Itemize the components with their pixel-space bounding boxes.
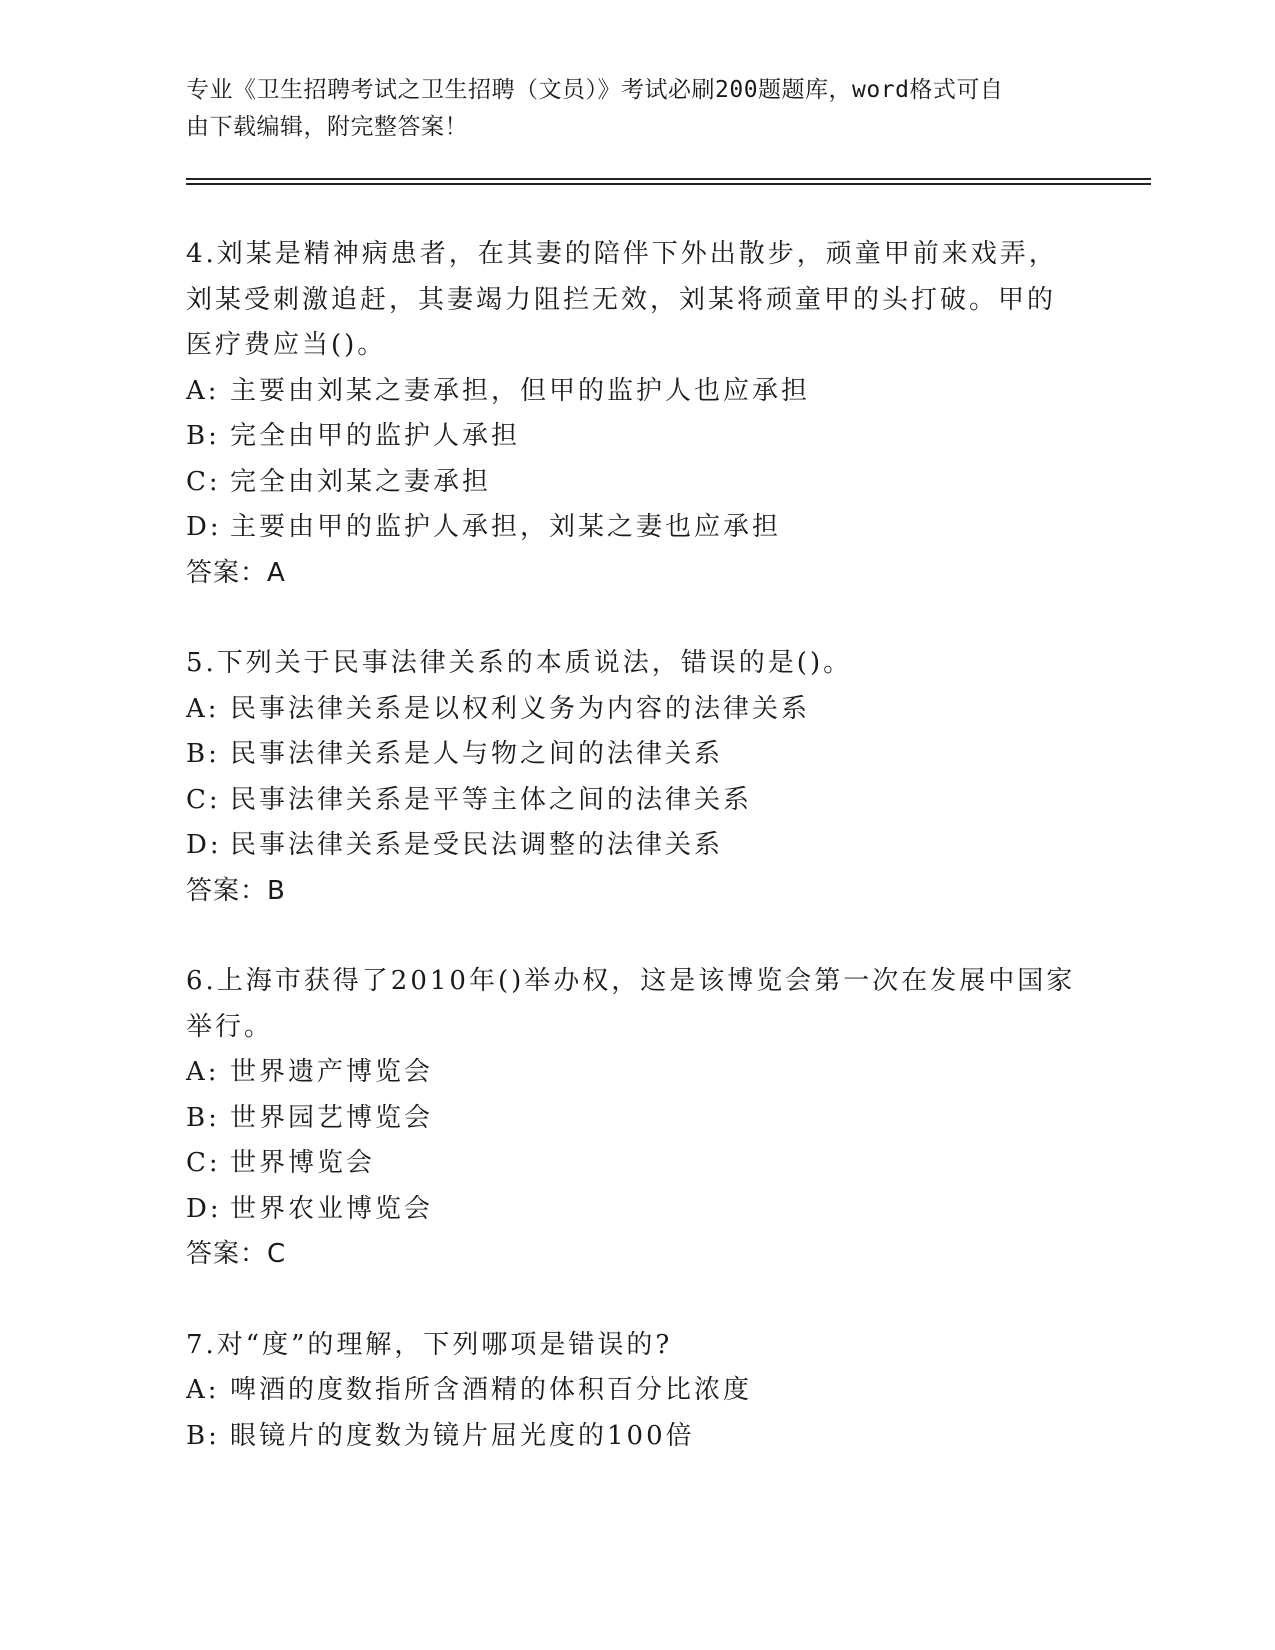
option-row <box>186 1096 1086 1142</box>
option-text: 世界遗产博览会 <box>230 1057 434 1087</box>
header-title-line-1: 专业《卫生招聘考试之卫生招聘（文员）》考试必刷200题题库，word格式可自 <box>186 77 1004 103</box>
option-letter: A: <box>186 1057 220 1087</box>
option-text: 世界农业博览会 <box>230 1193 434 1224</box>
option-row <box>186 1050 1086 1096</box>
header-title-line-2: 由下载编辑，附完整答案！ <box>186 114 468 140</box>
option-text: 啤酒的度数指所含酒精的体积百分比浓度 <box>230 1375 753 1405</box>
option-row <box>186 460 1086 506</box>
option-text: 完全由刘某之妻承担 <box>230 466 492 497</box>
option-row <box>186 1368 1086 1414</box>
header-divider-top <box>186 178 1151 180</box>
option-row <box>186 687 1086 733</box>
option-letter: C: <box>186 784 221 815</box>
question-block <box>186 1323 1086 1460</box>
header-divider-bottom <box>186 183 1151 185</box>
document-header <box>186 72 1066 146</box>
option-text: 完全由甲的监护人承担 <box>230 421 521 451</box>
option-text: 主要由刘某之妻承担，但甲的监护人也应承担 <box>230 375 811 406</box>
question-text-line: 7.对“度”的理解，下列哪项是错误的? <box>186 1329 673 1360</box>
option-text: 民事法律关系是人与物之间的法律关系 <box>230 739 724 769</box>
question-block <box>186 232 1086 596</box>
option-letter: D: <box>186 1193 222 1224</box>
question-text-line: 举行。 <box>186 1011 274 1042</box>
option-text: 世界博览会 <box>230 1148 376 1178</box>
option-letter: B: <box>186 1102 220 1133</box>
option-row <box>186 778 1086 824</box>
option-row <box>186 732 1086 778</box>
answer-line: 答案：C <box>186 1239 287 1269</box>
option-row <box>186 505 1086 551</box>
option-letter: A: <box>186 693 220 724</box>
question-block <box>186 959 1086 1278</box>
question-text-line: 医疗费应当()。 <box>186 330 387 360</box>
option-letter: A: <box>186 1375 220 1405</box>
answer-line: 答案：B <box>186 875 286 906</box>
question-text-line: 刘某受刺激追赶，其妻竭力阻拦无效，刘某将顽童甲的头打破。甲的 <box>186 284 1057 315</box>
option-row <box>186 369 1086 415</box>
option-row <box>186 1187 1086 1233</box>
option-row <box>186 414 1086 460</box>
question-text-line: 5.下列关于民事法律关系的本质说法，错误的是()。 <box>186 648 853 678</box>
option-text: 世界园艺博览会 <box>230 1102 434 1133</box>
option-text: 民事法律关系是平等主体之间的法律关系 <box>230 784 753 815</box>
option-text: 民事法律关系是以权利义务为内容的法律关系 <box>230 693 811 724</box>
option-row <box>186 1414 1086 1460</box>
option-text: 主要由甲的监护人承担，刘某之妻也应承担 <box>230 512 782 542</box>
question-text-line: 4.刘某是精神病患者，在其妻的陪伴下外出散步，顽童甲前来戏弄， <box>186 239 1058 269</box>
option-letter: B: <box>186 739 220 769</box>
question-text-line: 6.上海市获得了2010年()举办权，这是该博览会第一次在发展中国家 <box>186 966 1076 996</box>
option-row <box>186 1141 1086 1187</box>
question-block <box>186 641 1086 914</box>
option-letter: B: <box>186 421 220 451</box>
option-text: 眼镜片的度数为镜片屈光度的100倍 <box>230 1420 695 1451</box>
option-letter: A: <box>186 375 220 406</box>
option-letter: C: <box>186 466 221 497</box>
answer-line: 答案：A <box>186 557 286 588</box>
option-letter: C: <box>186 1148 221 1178</box>
option-letter: D: <box>186 830 222 860</box>
option-text: 民事法律关系是受民法调整的法律关系 <box>230 830 724 860</box>
question-list <box>186 232 1086 1504</box>
option-letter: D: <box>186 512 222 542</box>
option-letter: B: <box>186 1420 220 1451</box>
option-row <box>186 823 1086 869</box>
